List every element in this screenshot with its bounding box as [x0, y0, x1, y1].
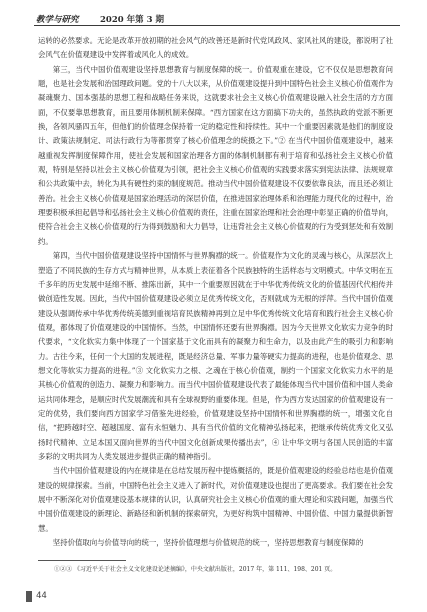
page-number-bar — [26, 591, 32, 602]
page-number: 44 — [36, 591, 47, 601]
journal-name: 教学与研究 — [36, 15, 79, 25]
footnote-rule — [38, 560, 126, 561]
paragraph-third-point: 第三，当代中国价值观建设坚持思想教育与制度保障的统一。价值观重在建设，它不仅仅是思想教育问题，也是社会发展和治国理政问题。党的十八大以来，从价值观建设提升到中国特色社会主义核心价值观作为凝魂聚力、国本强基的思想工程和战略任务来说，这就要求社会主义核心价值观建设融入社会生活的方方面面，不仅要靠思想教育，而且要用体制机制来保障。“西方国家在这方面搞下功夫的，虽然执政的党派不断更换，各领风骚四五年，但他们的价值理念保持着一定的稳定性和持续性。其中一个重要因素就是他们的制度设计、政策法规制定、司法行政行为等都贯穿了核心价值理念的统摄之下。”② 在当代中国价值观建设中，越来越重视发挥制度保障作用，使社会发展和国家治理各方面的体制机制都有利于培育和弘扬社会主义核心价值观，特别是坚持以社会主义核心价值观为引领，把社会主义核心价值观的实践要求落实到宪法法律、法规规章和公共政策中去，转化为具有硬性约束的制度规范。推动当代中国价值观建设不仅要依靠良法，而且还必须让善治。社会主义核心价值观是国家治理活动的深层价值，在推进国家治理体系和治理能力现代化的过程中，治理要积极承担起倡导和弘扬社会主义核心价值观的责任，注重在国家治理和社会治理中彰显正确的价值导向，使符合社会主义核心价值观的行为得到鼓励和大力倡导，让违背社会主义核心价值观的行为受到惩处和有效制约。 — [38, 64, 393, 246]
header-rule — [34, 25, 400, 26]
paragraph-fourth-point: 第四，当代中国价值观建设坚持中国情怀与世界胸襟的统一。价值观作为文化的灵魂与核心，从深层次上塑造了不同民族的生存方式与精神世界，从本质上表征着各个民族独特的生活样态与文明模式。中华文明在五千多年的历史发展中延绵不断、推陈出新，其中一个重要原因就在于中华优秀传统文化的价值基因代代相传并做创造性发展。因此，当代中国价值观建设必须立足优秀传统文化，否则就成为无根的浮萍。当代中国价值观建设从强调传承中华优秀传统美德到重视培育民族精神再到立足中华优秀传统文化培育和践行社会主义核心价值观，都体现了价值观建设的中国情怀。当然，中国情怀还要有世界胸襟。因为今天世界文化软实力竞争的时代要求，“文化软实力集中体现了一个国家基于文化而具有的凝聚力和生命力，以及由此产生的吸引力和影响力。古往今来，任何一个大国的发展进程，既是经济总量、军事力量等硬实力提高的进程，也是价值观念、思想文化等软实力提高的进程。”③ 文化软实力之根、之魂在于核心价值观，制约一个国家文化软实力水平的是其核心价值观的创造力、凝聚力和影响力。而当代中国价值观建设代表了最能体现当代中国价值和中国人类命运共同体理念，是顺应时代发展潮流和具有全球视野的重要体现。但是，作为西方发达国家的价值观建设有一定的优势，我们要向西方国家学习借鉴先进经验，价值观建设坚持中国情怀和世界胸襟的统一，增强文化自信，“把跨越时空、超越国度、富有永恒魅力、具有当代价值的文化精神弘扬起来，把继承传统优秀文化又弘扬时代精神、立足本国又面向世界的当代中国文化创新成果传播出去”，④ 让中华文明与各国人民创造的丰富多彩的文明共同为人类发展进步提供正确的精神指引。 — [38, 251, 393, 461]
issue-label: 2020 年第 3 期 — [100, 15, 164, 25]
footnote: ①②③ 《习近平关于社会主义文化建设论述摘编》，中央文献出版社，2017 年，第 111、198、201 页。 — [54, 566, 337, 573]
paragraph-conclusion: 当代中国价值观建设的内在规律是在总结发展历程中提炼概括的，既是价值观建设的经验总结也是价值观建设的规律探索。当前，中国特色社会主义进入了新时代，对价值观建设也提出了更高要求。我们要在社会发展中不断深化对价值观建设基本规律的认识，认真研究社会主义核心价值观的重大理论和实践问题，加强当代中国价值观建设的新理论、新路径和新机制的探索研究，为更好构筑中国精神、中国价值、中国力量提供新智慧。 — [38, 466, 393, 533]
running-header — [34, 10, 400, 26]
paragraph-summary: 坚持价值取向与价值导向的统一，坚持价值理想与价值规范的统一，坚持思想教育与制度保障的 — [52, 538, 364, 548]
paragraph-continuation: 运转的必然要求。无论是改革开放初期的社会风气的改善还是新时代党风政风、家风社风的建设，都说明了社会风气在价值观建设中发挥着或风化人的成效。 — [38, 36, 393, 60]
article-body — [38, 34, 393, 550]
